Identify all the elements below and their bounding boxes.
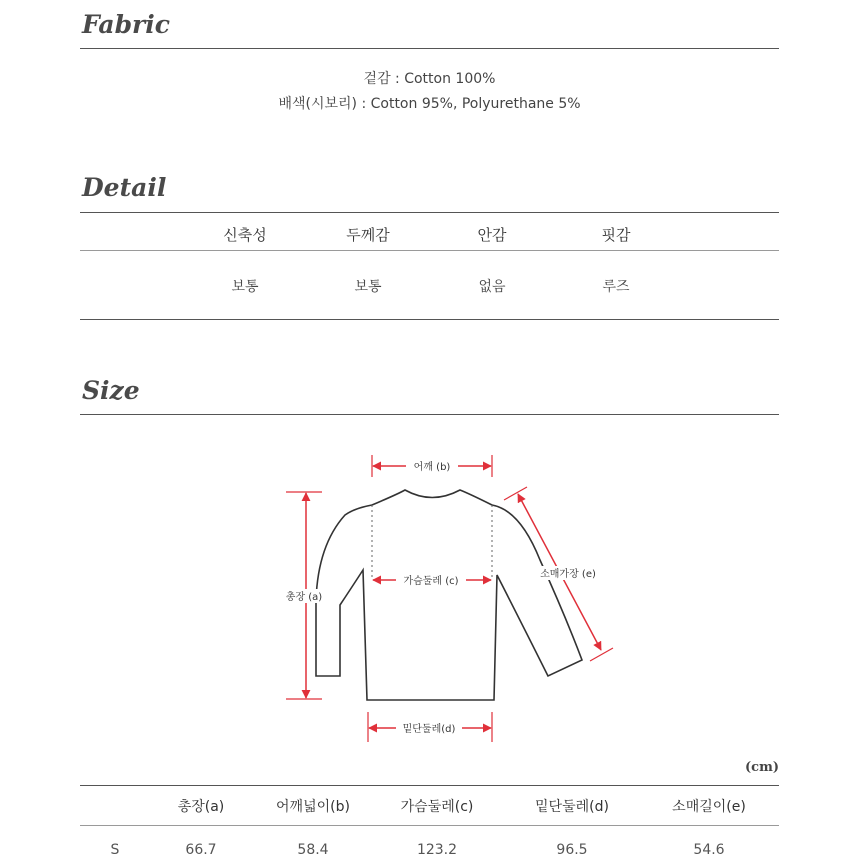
detail-header-lining: 안감 [477, 226, 507, 244]
detail-header-thickness: 두께감 [346, 226, 390, 244]
detail-header-fit: 핏감 [601, 226, 631, 244]
detail-title: Detail [82, 173, 167, 202]
chest-label: 가슴둘레 (c) [403, 576, 459, 587]
size-value-sleeve: 54.6 [693, 842, 725, 858]
size-value-hem: 96.5 [556, 842, 588, 858]
sleeve-tick-top [504, 487, 527, 500]
size-header-chest: 가슴둘레(c) [400, 799, 474, 815]
size-header-length: 총장(a) [177, 799, 225, 815]
fabric-line-trim: 배색(시보리) : Cotton 95%, Polyurethane 5% [278, 96, 581, 112]
sleeve-label: 소매가장 (e) [540, 569, 596, 580]
size-unit: (cm) [745, 760, 779, 775]
size-table-divider-mid [80, 825, 779, 826]
size-value-shoulder: 58.4 [297, 842, 329, 858]
detail-value-fit: 루즈 [602, 279, 630, 295]
size-row-label: S [110, 842, 120, 858]
size-header-sleeve: 소매길이(e) [672, 799, 746, 815]
detail-value-lining: 없음 [478, 279, 506, 295]
fabric-title: Fabric [82, 10, 170, 39]
detail-header-elasticity: 신축성 [223, 226, 267, 244]
shoulder-label: 어깨 (b) [413, 462, 451, 473]
hem-label: 밑단둘레(d) [402, 724, 456, 735]
garment-outline [316, 490, 582, 700]
fabric-line-shell: 겉감 : Cotton 100% [363, 71, 496, 87]
size-title: Size [82, 376, 140, 405]
length-label: 총장 (a) [285, 592, 323, 603]
sleeve-tick-bottom [590, 648, 613, 661]
size-table-divider-top [80, 785, 779, 786]
detail-value-thickness: 보통 [354, 279, 382, 295]
detail-value-elasticity: 보통 [231, 279, 259, 295]
size-value-length: 66.7 [185, 842, 217, 858]
size-header-shoulder: 어깨넓이(b) [276, 799, 350, 815]
size-value-chest: 123.2 [416, 842, 458, 858]
size-header-hem: 밑단둘레(d) [535, 799, 609, 815]
